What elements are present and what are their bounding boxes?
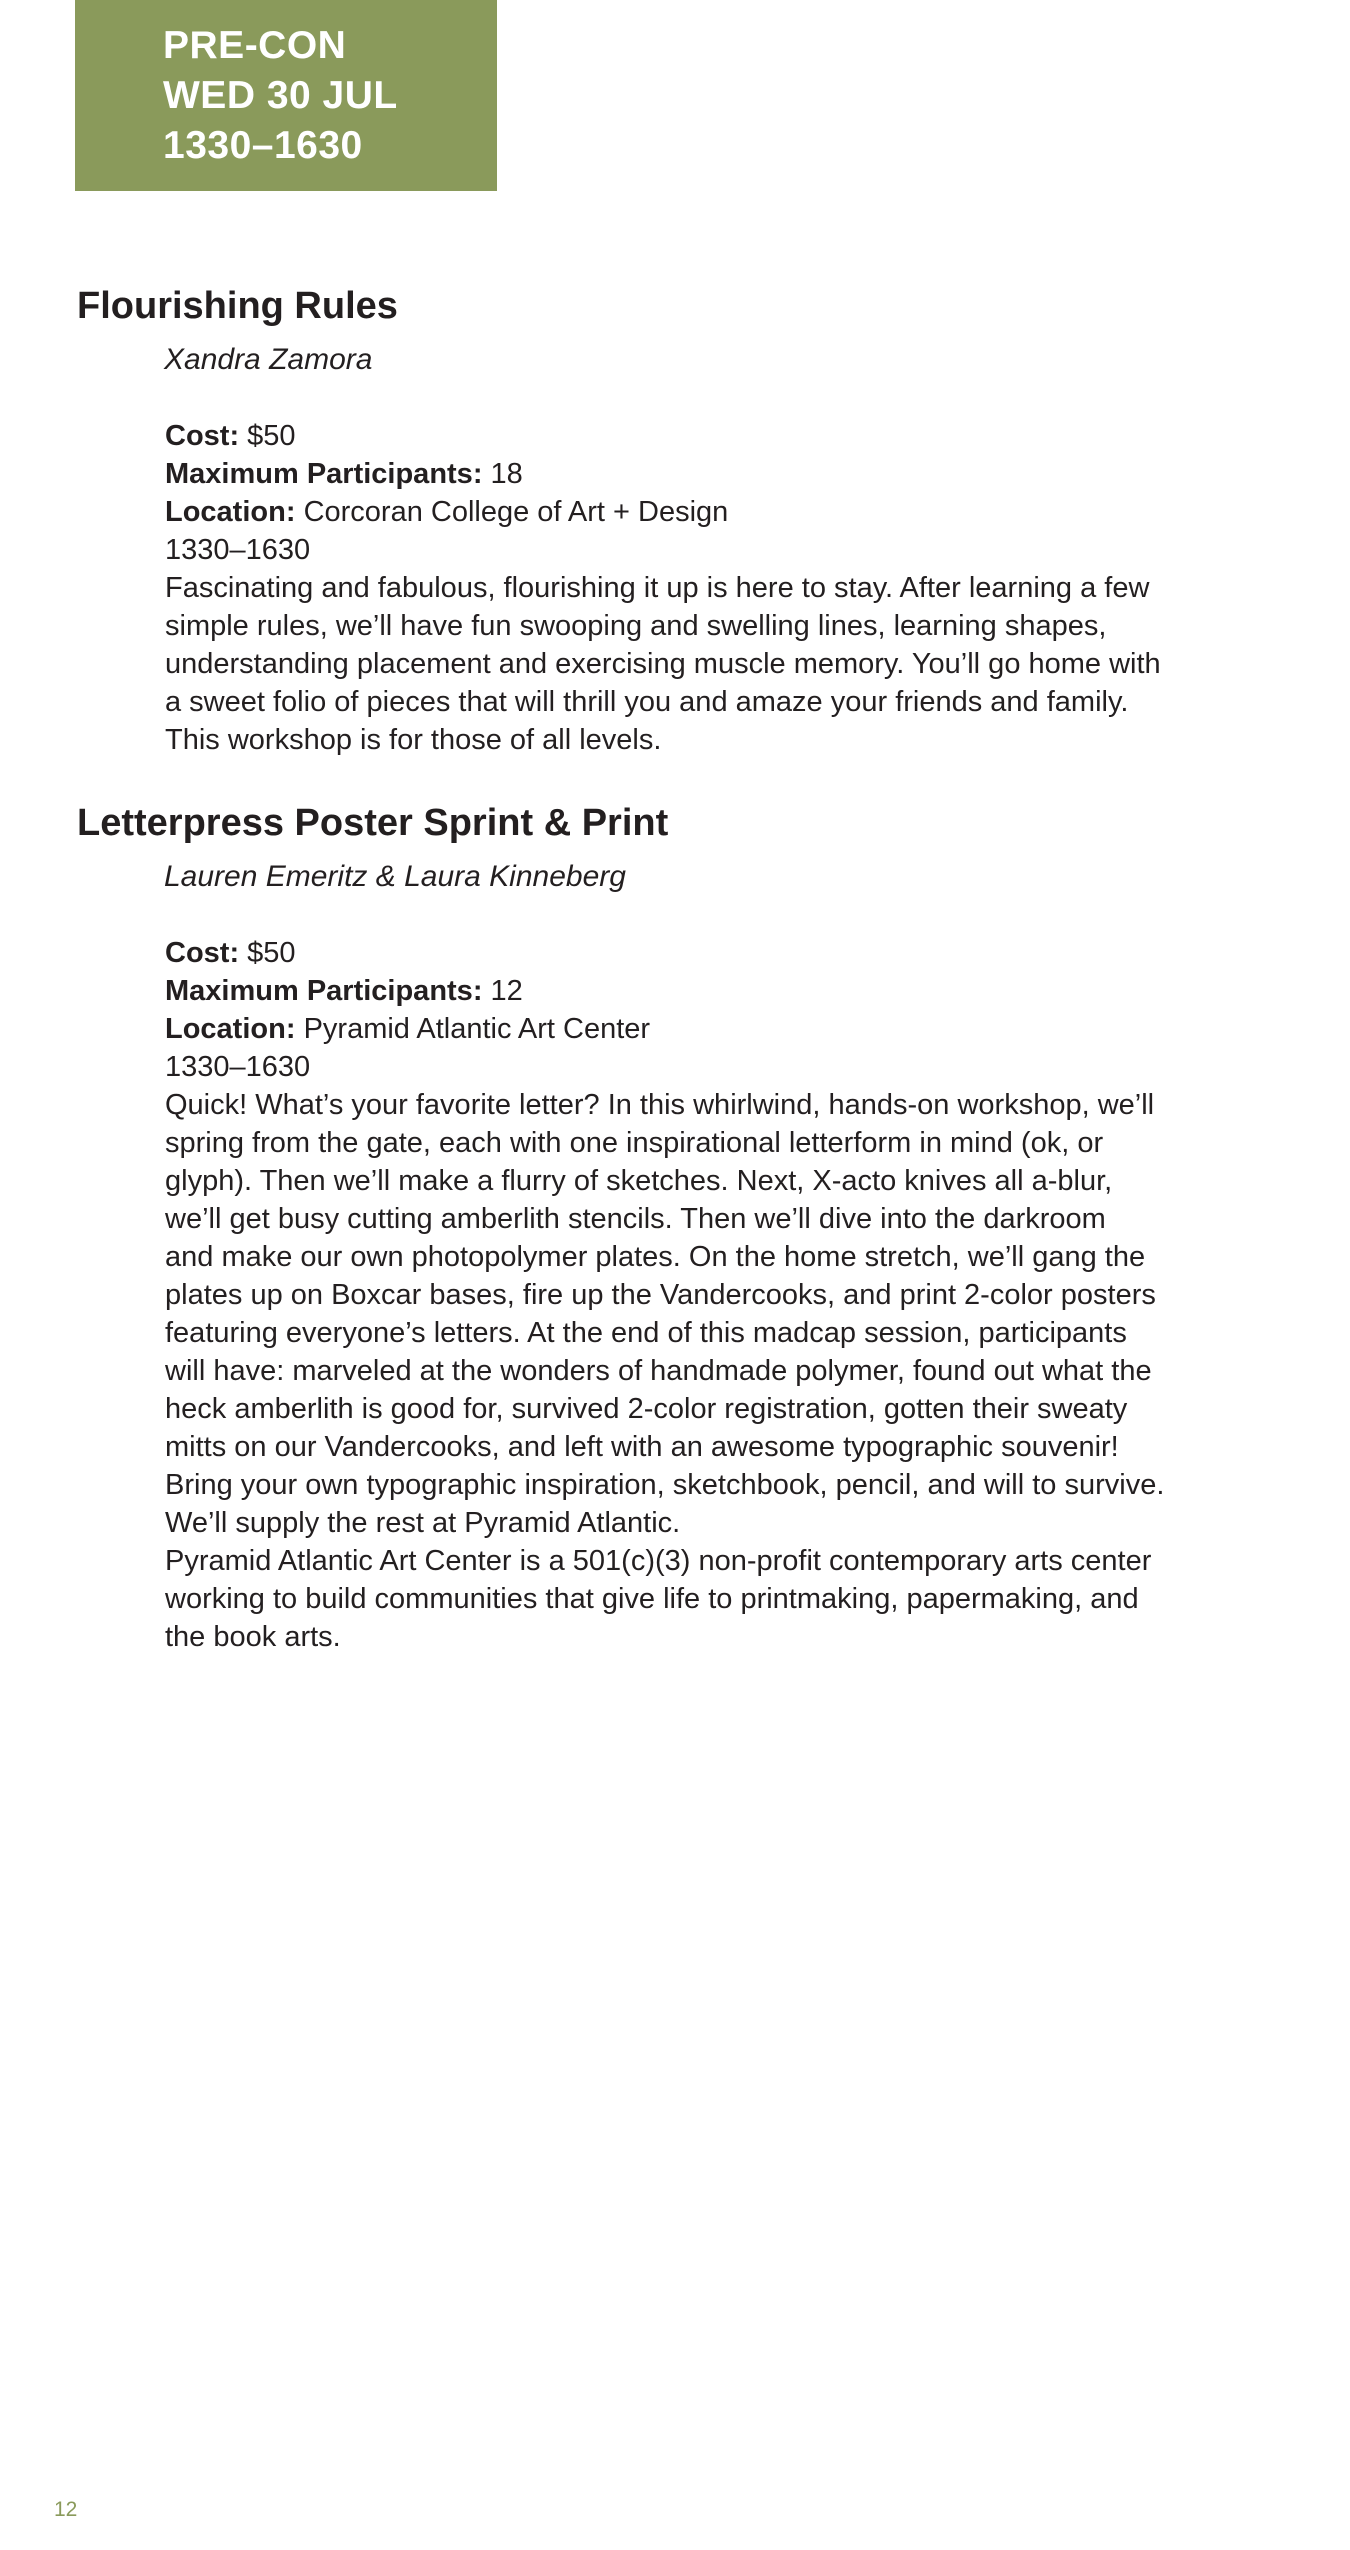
organization-note [165, 1542, 1265, 1656]
location-label: Location: [165, 496, 296, 528]
description-line: simple rules, we’ll have fun swooping and swelling lines, learning shapes, [165, 610, 1107, 642]
session-header-box [75, 0, 497, 191]
description-line: understanding placement and exercising muscle memory. You’ll go home with [165, 648, 1161, 680]
workshop-details [165, 417, 1265, 759]
location-line [165, 493, 1265, 531]
max-participants-value: 18 [490, 458, 523, 490]
note-line: working to build communities that give life to printmaking, papermaking, and [165, 1583, 1139, 1615]
description-line: heck amberlith is good for, survived 2-color registration, gotten their sweaty [165, 1393, 1128, 1425]
max-participants-label: Maximum Participants: [165, 458, 483, 490]
description-line: will have: marveled at the wonders of handmade polymer, found out what the [165, 1355, 1152, 1387]
description-line: Fascinating and fabulous, flourishing it up is here to stay. After learning a few [165, 572, 1150, 604]
page-number: 12 [54, 2498, 78, 2521]
location-label: Location: [165, 1013, 296, 1045]
workshop-description [165, 569, 1265, 759]
note-line: the book arts. [165, 1621, 341, 1653]
max-participants-line [165, 455, 1265, 493]
workshop-title: Letterpress Poster Sprint & Print [77, 802, 669, 844]
description-line: Bring your own typographic inspiration, sketchbook, pencil, and will to survive. [165, 1469, 1165, 1501]
cost-value: $50 [247, 937, 296, 969]
max-participants-line [165, 972, 1265, 1010]
description-line: We’ll supply the rest at Pyramid Atlantic. [165, 1507, 681, 1539]
workshop-description [165, 1086, 1265, 1542]
workshop-details [165, 934, 1265, 1656]
cost-label: Cost: [165, 937, 240, 969]
description-line: mitts on our Vandercooks, and left with an awesome typographic souvenir! [165, 1431, 1119, 1463]
note-line: Pyramid Atlantic Art Center is a 501(c)(3) non-profit contemporary arts center [165, 1545, 1152, 1577]
description-line: a sweet folio of pieces that will thrill you and amaze your friends and family. [165, 686, 1129, 718]
location-value: Corcoran College of Art + Design [303, 496, 729, 528]
description-line: spring from the gate, each with one inspirational letterform in mind (ok, or [165, 1127, 1104, 1159]
session-label: PRE-CON [163, 24, 347, 67]
max-participants-value: 12 [490, 975, 523, 1007]
workshop-title: Flourishing Rules [77, 285, 398, 327]
description-line: glyph). Then we’ll make a flurry of sketches. Next, X-acto knives all a-blur, [165, 1165, 1113, 1197]
cost-label: Cost: [165, 420, 240, 452]
description-line: we’ll get busy cutting amberlith stencils. Then we’ll dive into the darkroom [165, 1203, 1106, 1235]
description-line: and make our own photopolymer plates. On the home stretch, we’ll gang the [165, 1241, 1146, 1273]
session-date: WED 30 JUL [163, 74, 398, 117]
location-line [165, 1010, 1265, 1048]
session-time: 1330–1630 [163, 124, 363, 167]
max-participants-label: Maximum Participants: [165, 975, 483, 1007]
description-line: This workshop is for those of all levels. [165, 724, 662, 756]
cost-line [165, 417, 1265, 455]
workshop-time: 1330–1630 [165, 534, 311, 566]
description-line: Quick! What’s your favorite letter? In this whirlwind, hands-on workshop, we’ll [165, 1089, 1155, 1121]
cost-value: $50 [247, 420, 296, 452]
description-line: featuring everyone’s letters. At the end of this madcap session, participants [165, 1317, 1127, 1349]
description-line: plates up on Boxcar bases, fire up the Vandercooks, and print 2-color posters [165, 1279, 1156, 1311]
workshop-time: 1330–1630 [165, 1051, 311, 1083]
location-value: Pyramid Atlantic Art Center [303, 1013, 651, 1045]
workshop-presenter: Lauren Emeritz & Laura Kinneberg [164, 860, 626, 893]
cost-line [165, 934, 1265, 972]
workshop-presenter: Xandra Zamora [164, 343, 373, 376]
